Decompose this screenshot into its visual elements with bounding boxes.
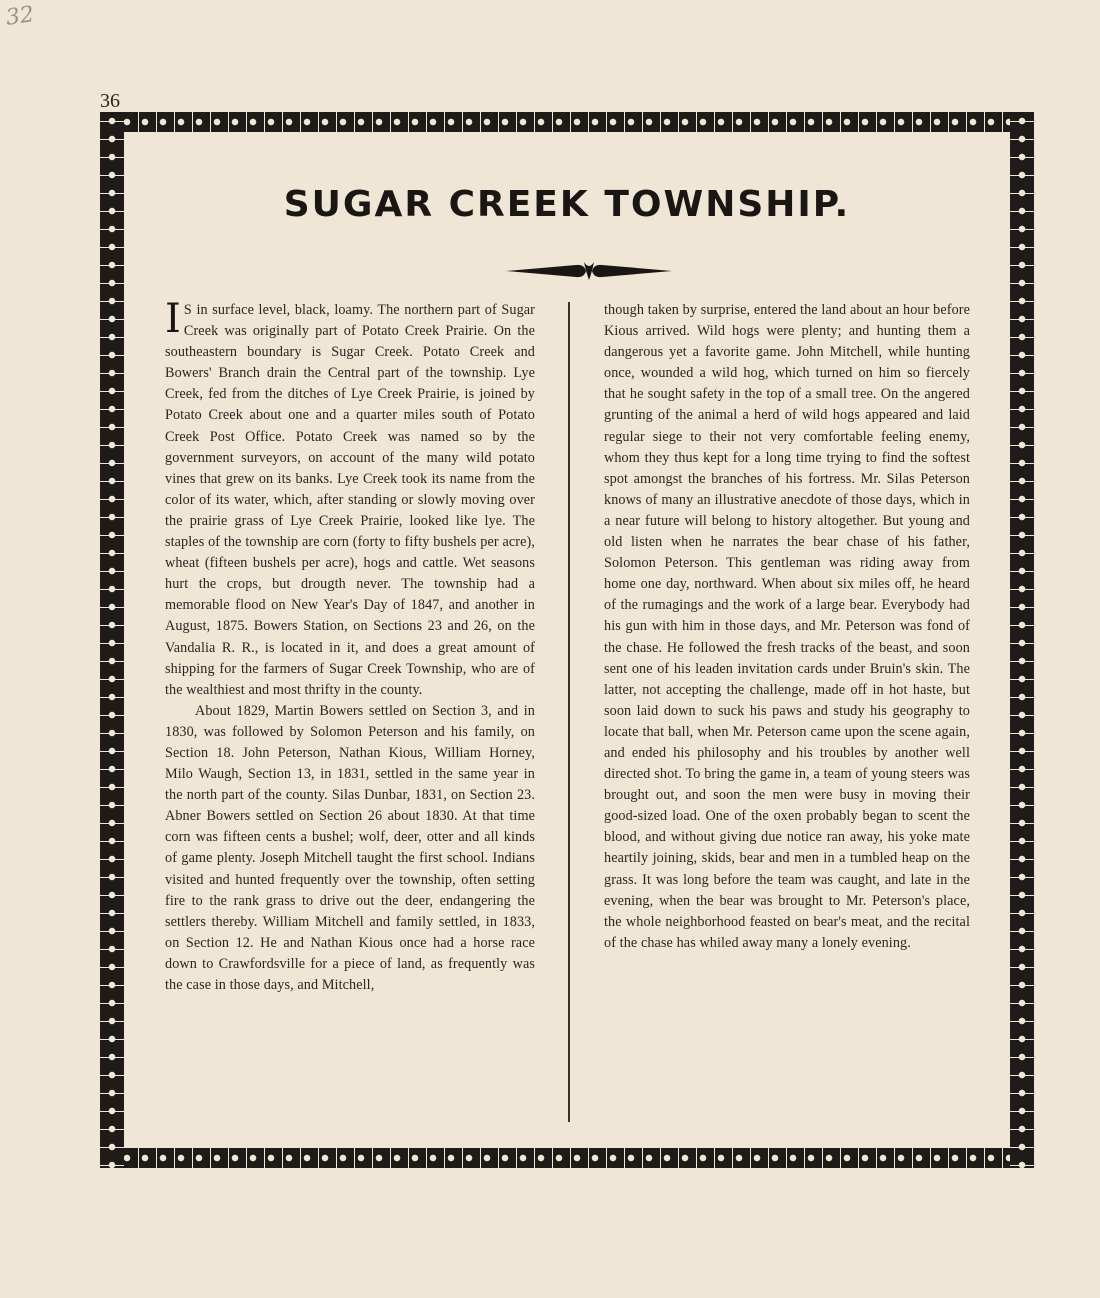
column-divider <box>568 302 570 1122</box>
title-ornament <box>506 260 672 282</box>
handwritten-note: 32 <box>4 2 36 31</box>
paragraph-2: About 1829, Martin Bowers settled on Section 3, and in 1830, was followed by Solomon Peterson and his family, on Section 18. John Peterson, Nathan Kious, William Horney, Milo Waugh, Section 13, in 1831, settled in the same year in the north part of the county. Silas Dunbar, 1831, on Section 23. Abner Bowers settled on Section 26 about 1830. At that time corn was fifteen cents a bushel; wolf, deer, otter and all kinds of game plenty. Joseph Mitchell taught the first school. Indians visited and hunted frequently over the township, often setting fire to the rank grass to drive out the deer, endangering the settlers thereby. William Mitchell and family settled, in 1833, on Section 12. He and Nathan Kious once had a horse race down to Crawfordsville for a piece of land, as frequently was the case in those days, and Mitchell, <box>165 702 535 993</box>
drop-cap: I <box>165 296 181 342</box>
article-column-right <box>604 300 970 954</box>
paragraph-3: though taken by surprise, entered the land about an hour before Kious arrived. Wild hogs were plenty; and hunting them a dangerous yet a favorite game. John Mitchell, while hunting once, wounded a wild hog, which turned on him so fiercely that he sought safety in the top of a small tree. On the angered grunting of the animal a herd of wild hogs appeared and laid regular siege to their not very comfortable feeling enemy, whom they thus kept for a long time trying to find the softest spot amongst the branches of his fortress. Mr. Silas Peterson knows of many an illustrative anecdote of those days, which in a near future will belong to history altogether. But young and old listen when he narrates the bear chase of his father, Solomon Peterson. This gentleman was riding away from home one day, northward. When about six miles off, he heard of the rumagings and the work of a large bear. Everybody had his gun with him in those days, and Mr. Peterson was fond of the chase. He followed the fresh tracks of the beast, and soon sent one of his leaden invitation cards under Bruin's skin. The latter, not accepting the challenge, made off in hot haste, but soon laid down to suck his paws and study his geography to locate that ball, when Mr. Peterson came upon the scene again, and ended his philosophy and his troubles by another well directed shot. To bring the game in, a team of young steers was brought out, and soon the men were busy in moving their good-sized load. One of the oxen probably began to scent the blood, and without giving due notice ran away, his yoke mate heartily joining, skids, bear and men in a tumbled heap on the grass. It was long before the team was caught, and late in the evening, when the bear was brought to Mr. Peterson's place, the whole neighborhood feasted on bear's meat, and the recital of the chase has whiled away many a lonely evening. <box>604 302 970 951</box>
decorative-frame <box>100 112 1034 1168</box>
border-top <box>100 112 1034 132</box>
page-content <box>124 132 1010 1148</box>
page-number: 36 <box>100 90 120 112</box>
border-bottom <box>100 1148 1034 1168</box>
paragraph-1-text: S in surface level, black, loamy. The northern part of Sugar Creek was originally part of Potato Creek Prairie. On the southeastern boundary is Sugar Creek. Potato Creek and Bowers' Branch drain the Central part of the township. Lye Creek, fed from the ditches of Lye Creek Prairie, is joined by Potato Creek about one and a quarter miles south of Potato Creek Post Office. Potato Creek was named so by the government surveyors, on account of the many wild potato vines that grew on its banks. Lye Creek took its name from the color of its water, which, after standing or slowly moving over the prairie grass of Lye Creek Prairie, looked like lye. The staples of the township are corn (forty to fifty bushels per acre), wheat (fifteen bushels per acre), hogs and cattle. Wet seasons hurt the crops, but drougth never. The township had a memorable flood on New Year's Day of 1847, and another in August, 1875. Bowers Station, on Sections 23 and 26, on the Vandalia R. R., is located in it, and does a great amount of shipping for the farmers of Sugar Creek Township, who are of the wealthiest and most thrifty in the county. <box>165 302 535 698</box>
paragraph-1 <box>165 296 535 701</box>
border-left <box>100 112 124 1168</box>
article-column-left <box>165 296 535 996</box>
page-title: SUGAR CREEK TOWNSHIP. <box>283 184 851 225</box>
border-right <box>1010 112 1034 1168</box>
